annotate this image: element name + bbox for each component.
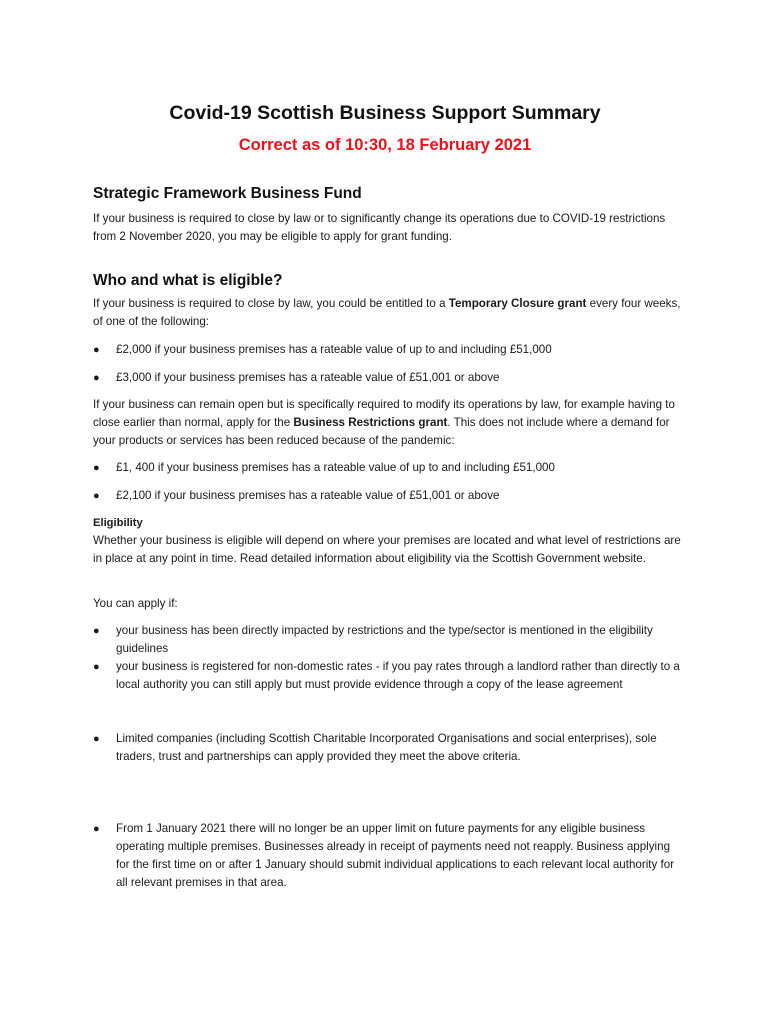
eligibility-heading: Eligibility [93,517,143,529]
list-item [93,820,683,892]
restrictions-intro-paragraph [93,396,683,450]
apply-intro: You can apply if: [93,597,178,610]
page-subtitle: Correct as of 10:30, 18 February 2021 [238,136,532,154]
bullet-icon: ● [93,823,100,835]
list-item [93,369,683,387]
list-item [93,730,683,766]
list-item [93,622,683,658]
list-item [93,341,683,359]
list-item-text: your business is registered for non-domestic rates - if you pay rates through a landlord rather than directly to a local authority you can still apply but must provide evidence through a copy of the lease agreement [116,660,680,691]
list-item-text: From 1 January 2021 there will no longer be an upper limit on future payments for any eligible business operating multiple premises. Businesses already in receipt of payments need not reapply. Business applying for the first time on or after 1 January should submit individual applications to each relevant local authority for all relevant premises in that area. [116,822,675,889]
list-item-text: £3,000 if your business premises has a rateable value of £51,001 or above [116,371,500,384]
page-title: Covid-19 Scottish Business Support Summary [169,102,601,124]
list-item-text: £2,100 if your business premises has a rateable value of £51,001 or above [116,489,500,502]
restrictions-intro-pre: If your business can remain open but is specifically required to modify its operations by law, for example having to close earlier than normal, apply for the [93,398,675,429]
eligibility-body: Whether your business is eligible will depend on where your premises are located and what level of restrictions are in place at any point in time. Read detailed information about eligibility via the Scottish Government website. [93,534,681,565]
closure-intro-post: every four weeks, of one of the following: [93,297,681,328]
closure-intro-paragraph [93,295,683,331]
list-item [93,487,683,505]
closure-intro-pre: If your business is required to close by law, you could be entitled to a [93,297,449,310]
list-item-text: £1, 400 if your business premises has a rateable value of up to and including £51,000 [116,461,555,474]
restrictions-intro-post: . This does not include where a demand for your products or services has been reduced because of the pandemic: [93,416,670,447]
bullet-icon: ● [93,372,100,384]
bullet-icon: ● [93,462,100,474]
section-body-strategic-fund: If your business is required to close by law or to significantly change its operations due to COVID-19 restrictions from 2 November 2020, you may be eligible to apply for grant funding. [93,212,666,243]
list-item-text: £2,000 if your business premises has a rateable value of up to and including £51,000 [116,343,552,356]
bullet-icon: ● [93,490,100,502]
list-item-text: your business has been directly impacted by restrictions and the type/sector is mentioned in the eligibility guidelines [116,624,653,655]
section-heading-eligible-text: Who and what is eligible? [93,272,283,289]
list-item [93,459,683,477]
section-heading-eligible [93,272,683,290]
section-heading-strategic-fund: Strategic Framework Business Fund [93,185,362,202]
list-item [93,658,683,694]
temporary-closure-grant-label: Temporary Closure grant [448,297,587,310]
bullet-icon: ● [93,344,100,356]
bullet-icon: ● [93,733,100,745]
list-item-text: Limited companies (including Scottish Charitable Incorporated Organisations and social enterprises), sole traders, trust and partnerships can apply provided they meet the above criteria. [116,732,657,763]
bullet-icon: ● [93,625,100,637]
bullet-icon: ● [93,661,100,673]
business-restrictions-grant-label: Business Restrictions grant [293,416,448,429]
